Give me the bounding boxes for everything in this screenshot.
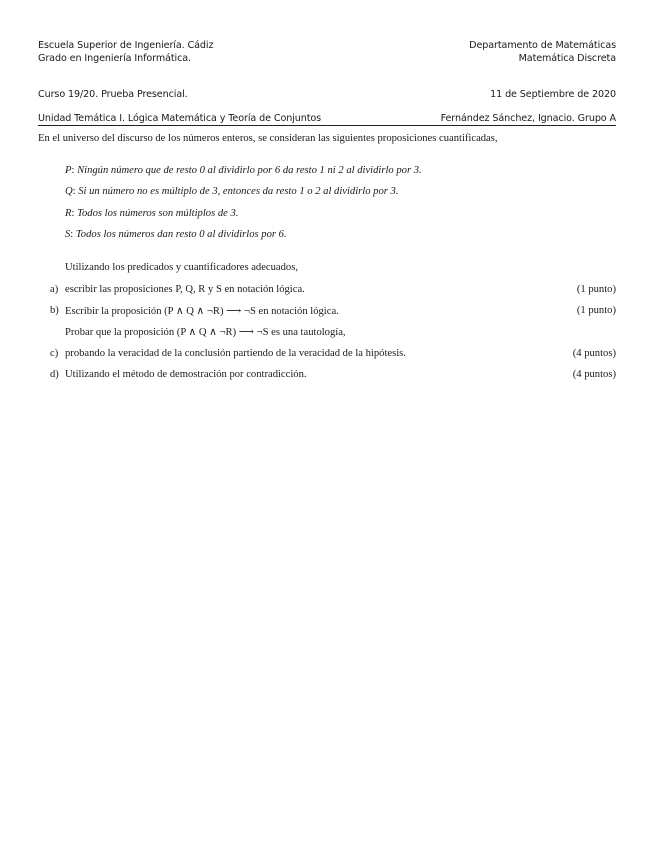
proposition-text: Todos los números son múltiplos de 3.	[77, 208, 239, 219]
proposition-p: P: Ningún número que de resto 0 al dividirlo por 6 da resto 1 ni 2 al dividirlo por 3.	[65, 165, 422, 176]
intro-text: En el universo del discurso de los números enteros, se consideran las siguientes proposiciones cuantificadas,	[38, 133, 498, 144]
task-d-letter: d)	[50, 369, 59, 380]
task-a-letter: a)	[50, 284, 59, 295]
department-name: Departamento de Matemáticas	[469, 40, 616, 51]
student-name: Fernández Sánchez, Ignacio. Grupo A	[440, 113, 616, 124]
task-b-points: (1 punto)	[576, 305, 616, 316]
proposition-text: Todos los números dan resto 0 al dividirlos por 6.	[75, 229, 287, 240]
proposition-text: Si un número no es múltiplo de 3, entonces da resto 1 o 2 al dividirlo por 3.	[78, 186, 399, 197]
subject-name: Matemática Discreta	[518, 53, 616, 64]
degree-name: Grado en Ingeniería Informática.	[38, 53, 191, 64]
proposition-label: Q	[65, 186, 73, 197]
proposition-r: R: Todos los números son múltiplos de 3.	[65, 208, 239, 219]
instruction-text: Utilizando los predicados y cuantificadores adecuados,	[65, 262, 298, 273]
course-info: Curso 19/20. Prueba Presencial.	[38, 89, 188, 100]
proof-statement: Probar que la proposición (P ∧ Q ∧ ¬R) ⟶ ¬S es una tautología,	[65, 327, 346, 338]
proposition-label: R	[65, 208, 72, 219]
header-divider	[38, 125, 616, 126]
proposition-q: Q: Si un número no es múltiplo de 3, entonces da resto 1 o 2 al dividirlo por 3.	[65, 186, 399, 197]
proposition-text: Ningún número que de resto 0 al dividirlo por 6 da resto 1 ni 2 al dividirlo por 3.	[77, 165, 422, 176]
school-name: Escuela Superior de Ingeniería. Cádiz	[38, 40, 214, 51]
task-c-points: (4 puntos)	[572, 348, 616, 359]
task-d-text: Utilizando el método de demostración por contradicción.	[65, 369, 307, 380]
exam-date: 11 de Septiembre de 2020	[490, 89, 616, 100]
unit-title: Unidad Temática I. Lógica Matemática y Teoría de Conjuntos	[38, 113, 322, 124]
proposition-label: P	[65, 165, 72, 176]
task-d-points: (4 puntos)	[572, 369, 616, 380]
task-b-text: Escribir la proposición (P ∧ Q ∧ ¬R) ⟶ ¬S en notación lógica.	[65, 306, 339, 317]
task-c-letter: c)	[50, 348, 59, 359]
proposition-label: S	[65, 229, 71, 240]
task-a-points: (1 punto)	[576, 284, 616, 295]
task-b-letter: b)	[50, 305, 59, 316]
task-a-text: escribir las proposiciones P, Q, R y S en notación lógica.	[65, 284, 305, 295]
task-c-text: probando la veracidad de la conclusión partiendo de la veracidad de la hipótesis.	[65, 348, 406, 359]
proposition-s: S: Todos los números dan resto 0 al dividirlos por 6.	[65, 229, 287, 240]
